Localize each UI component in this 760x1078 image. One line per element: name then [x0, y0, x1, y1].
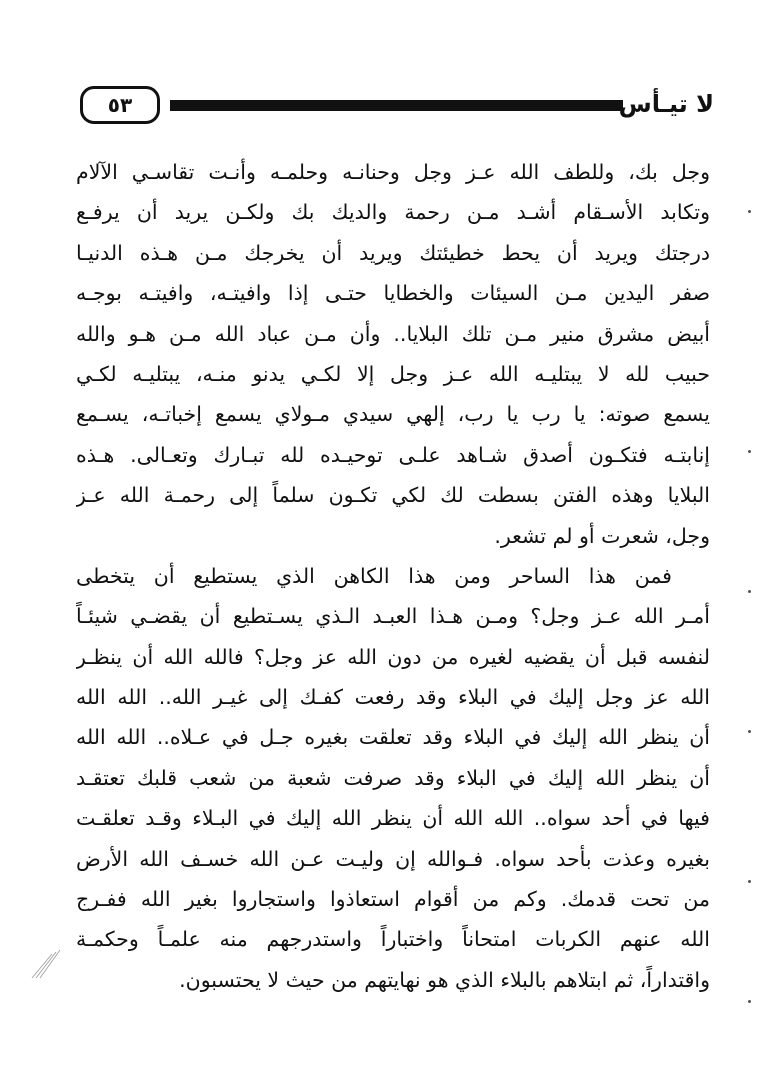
text-line: أن ينظر الله إليك في البلاء وقد صرفت شعبة من شعب قلبك تعتقـد	[76, 765, 710, 790]
page-header	[74, 86, 714, 130]
paragraph-1	[76, 152, 710, 556]
text-line: من تحت قدمك. وكم من أقوام استعاذوا واستجاروا بغير الله ففـرج	[76, 887, 710, 912]
text-line: حبيب لله لا يبتليـه الله عـز وجل إلا لكـي يدنو منـه، يبتليـه لكـي	[76, 361, 710, 386]
text-line: لنفسه قبل أن يقضيه لغيره من دون الله عز وجل؟ فالله الله أن ينظـر	[76, 644, 710, 669]
text-line: فمن هذا الساحر ومن هذا الكاهن الذي يستطيع أن يتخطى	[76, 563, 672, 588]
scan-edge-dots	[748, 120, 752, 1020]
text-line: واقتداراً، ثم ابتلاهم بالبلاء الذي هو نهايتهم من حيث لا يحتسبون.	[179, 967, 710, 992]
page-number: ٥٣	[107, 93, 133, 117]
book-title: لا تيـأس	[618, 90, 714, 118]
text-line: درجتك ويريد أن يحط خطيئتك ويريد أن يخرجك مـن هـذه الدنيـا	[76, 240, 710, 265]
body-text	[76, 152, 710, 1000]
text-line: الله عز وجل إليك في البلاء وقد رفعت كفـك إلى غيـر الله.. الله الله	[76, 685, 710, 710]
text-line: البلايا وهذه الفتن بسطت لك لكي تكـون سلماً إلى رحمـة الله عـز	[76, 483, 710, 508]
text-line: أمـر الله عـز وجل؟ ومـن هـذا العبـد الـذي يسـتطيع أن يقضـي شيئـاً	[76, 604, 710, 629]
text-line: صفر اليدين مـن السيئات والخطايا حتـى إذا وافيتـه، وافيتـه بوجـه	[76, 281, 710, 306]
header-rule	[170, 100, 623, 111]
text-line: فيها في أحد سواه.. الله الله أن ينظر الله إليك في البـلاء وقـد تعلقـت	[76, 806, 710, 831]
text-line: الله عنهم الكربات امتحاناً واختباراً واستدرجهم منه علمـاً وحكمـة	[76, 927, 710, 952]
text-line: وجل بك، وللطف الله عـز وجل وحنانـه وحلمـه وأنـت تقاسـي الآلام	[76, 160, 710, 184]
page-number-badge	[80, 86, 160, 124]
text-line: وجل، شعرت أو لم تشعر.	[494, 523, 710, 548]
text-line: يسمع صوته: يا رب يا رب، إلهي سيدي مـولاي يسمع إخباتـه، يسـمع	[76, 402, 710, 427]
scan-mark	[30, 940, 66, 980]
paragraph-2	[76, 556, 710, 1000]
text-line: بغيره وعذت بأحد سواه. فـوالله إن وليـت عـن الله خسـف الله الأرض	[76, 846, 710, 871]
text-line: أبيض مشرق منير مـن تلك البلايا.. وأن مـن عباد الله مـن هـو والله	[76, 321, 710, 346]
text-line: وتكابد الأسـقام أشـد مـن رحمة والديك بك ولكـن يريد أن يرفـع	[76, 200, 710, 225]
text-line: إنابتـه فتكـون أصدق شـاهد علـى توحيـده لله تبـارك وتعـالى. هـذه	[76, 442, 710, 467]
text-line: أن ينظر الله إليك في البلاء وقد تعلقت بغيره جـل في عـلاه.. الله الله	[76, 725, 710, 750]
